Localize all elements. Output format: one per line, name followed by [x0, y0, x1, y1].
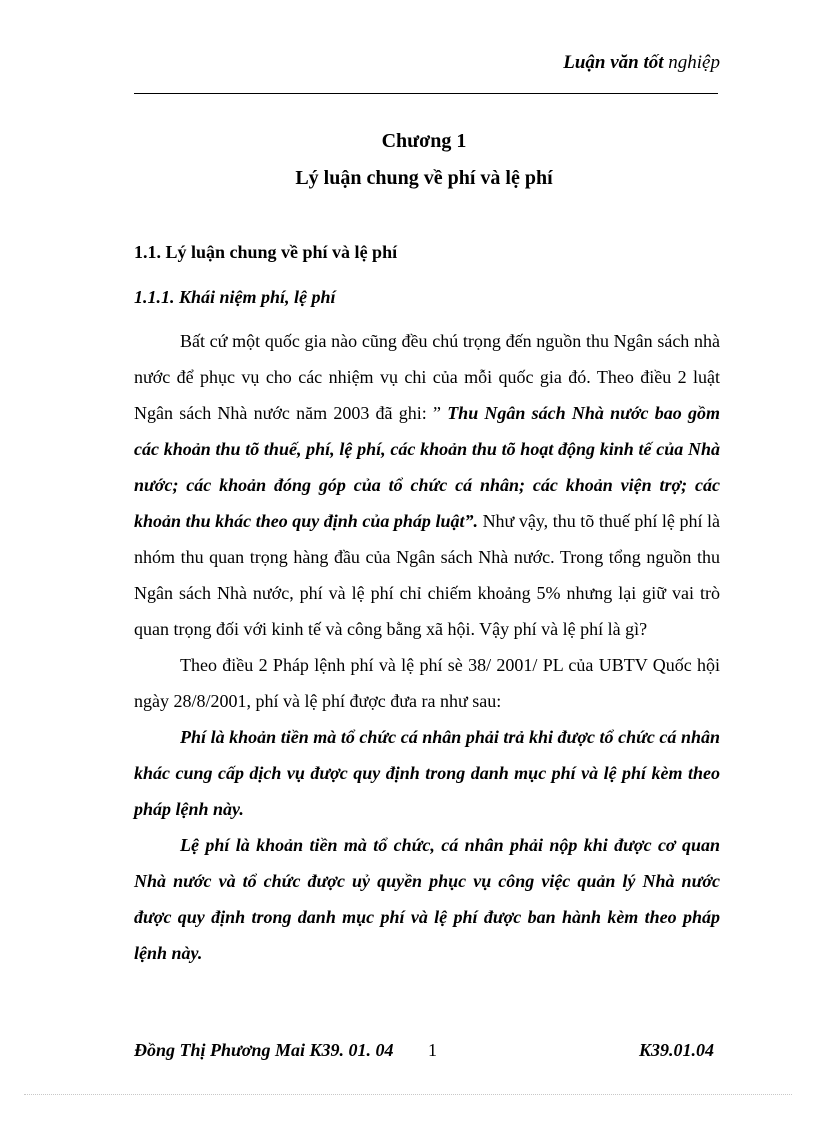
definition-fee: Phí là khoản tiền mà tổ chức cá nhân phải trả khi được tổ chức cá nhân khác cung cấp dịch vụ được quy định trong danh mục phí và lệ phí kèm theo pháp lệnh này.: [134, 727, 720, 819]
header-divider: [134, 93, 718, 94]
chapter-title: Lý luận chung về phí và lệ phí: [295, 167, 553, 189]
paragraph-intro-rest: Như vậy, thu tõ thuế phí lệ phí là nhóm thu quan trọng hàng đầu của Ngân sách Nhà nước. Trong tổng nguồn thu Ngân sách Nhà nước, phí và lệ phí chỉ chiếm khoảng 5% nhưng lại giữ vai trò quan trọng đối với kinh tế và công bằng xã hội. Vậy phí và lệ phí là gì?: [134, 511, 721, 639]
paragraph-ordinance: Theo điều 2 Pháp lệnh phí và lệ phí sè 38/ 2001/ PL của UBTV Quốc hội ngày 28/8/2001, phí và lệ phí được đưa ra như sau:: [134, 655, 720, 711]
subsection-heading: 1.1.1. Khái niệm phí, lệ phí: [134, 287, 336, 307]
page-footer: [134, 1040, 720, 1064]
page-number: 1: [428, 1040, 437, 1060]
paragraph-intro: [134, 323, 720, 647]
chapter-number: Chương 1: [381, 130, 467, 152]
paragraph-intro-text: Bất cứ một quốc gia nào cũng đều chú trọng đến nguồn thu Ngân sách nhà nước để phục vụ cho các nhiệm vụ chi của mỗi quốc gia đó. Theo điều 2 luật Ngân sách Nhà nước năm 2003 đã ghi: ”: [134, 331, 720, 423]
body-text: [134, 323, 720, 971]
header-title-light: nghiệp: [668, 52, 720, 73]
law-quote: Thu Ngân sách Nhà nước bao gồm các khoản thu tõ thuế, phí, lệ phí, các khoản thu tõ hoạt động kinh tế của Nhà nước; các khoản đóng góp của tổ chức cá nhân; các khoản viện trợ; các khoản thu khác theo quy định của pháp luật: [134, 403, 720, 531]
page-edge-line: [24, 1094, 792, 1095]
law-quote-close: ”.: [464, 511, 483, 531]
footer-author: Đồng Thị Phương Mai K39. 01. 04: [134, 1040, 394, 1060]
header-title-bold: Luận văn tốt: [563, 52, 664, 73]
section-heading: 1.1. Lý luận chung về phí và lệ phí: [134, 242, 398, 262]
footer-class-code: K39.01.04: [638, 1040, 714, 1060]
running-header: [563, 52, 720, 74]
definition-charge: Lệ phí là khoản tiền mà tổ chức, cá nhân phải nộp khi được cơ quan Nhà nước và tổ chức được uỷ quyền phục vụ công việc quản lý Nhà nước được quy định trong danh mục phí và lệ phí được ban hành kèm theo pháp lệnh này.: [134, 835, 720, 963]
